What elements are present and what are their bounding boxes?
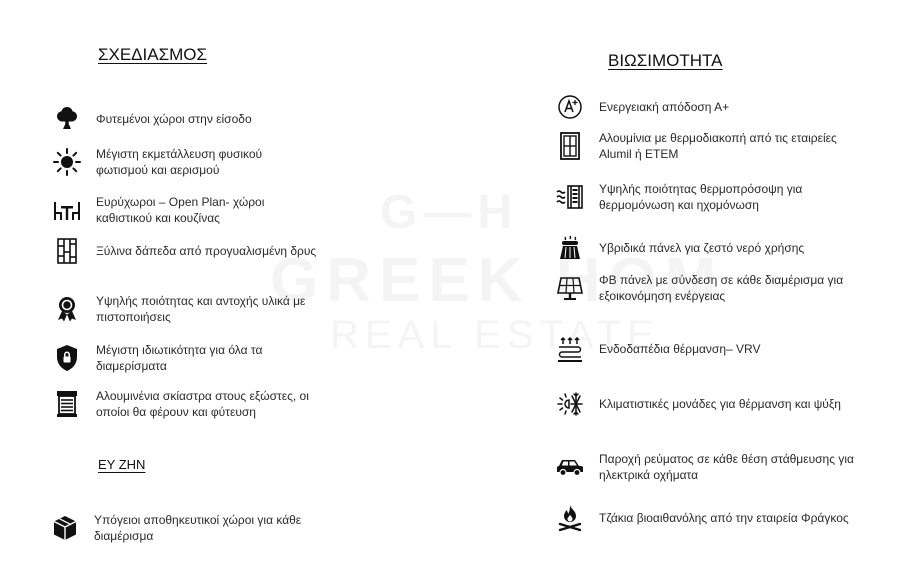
watermark-logo bbox=[380, 185, 518, 240]
sustainability-item-text: Ενδοδαπέδια θέρμανση– VRV bbox=[599, 342, 761, 356]
window-frame-icon bbox=[555, 131, 585, 161]
fireplace-icon bbox=[555, 503, 585, 533]
sustainability-item-aluminium bbox=[555, 130, 855, 162]
privacy-shield-icon bbox=[52, 343, 82, 373]
design-item-text: Ευρύχωροι – Open Plan- χώροι καθιστικού και κουζίνας bbox=[96, 195, 265, 225]
design-item-privacy bbox=[52, 342, 312, 374]
design-item-text: Μέγιστη ιδιωτικότητα για όλα τα διαμερίσματα bbox=[96, 343, 263, 373]
sustainability-item-text: Υβριδικά πάνελ για ζεστό νερό χρήσης bbox=[599, 241, 805, 255]
wellbeing-item-storage bbox=[50, 512, 320, 544]
design-item-text: Φυτεμένοι χώροι στην είσοδο bbox=[96, 112, 252, 126]
sustainability-item-bioethanol-fireplace bbox=[555, 503, 855, 533]
sustainability-item-air-conditioning bbox=[555, 389, 875, 419]
design-heading: ΣΧΕΔΙΑΣΜΟΣ bbox=[98, 45, 208, 64]
hot-cold-icon bbox=[555, 389, 585, 419]
sustainability-item-text: Υψηλής ποιότητας θερμοπρόσοψη για θερμομόνωση και ηχομόνωση bbox=[599, 182, 803, 212]
design-item-planted-entrance bbox=[52, 104, 312, 134]
sustainability-item-ev-charging bbox=[555, 451, 865, 483]
sustainability-item-text: Κλιματιστικές μονάδες για θέρμανση και ψύξη bbox=[599, 397, 841, 411]
sustainability-item-text: Ενεργειακή απόδοση Α+ bbox=[599, 100, 730, 114]
design-item-text: Μέγιστη εκμετάλλευση φυσικού φωτισμού και αερισμού bbox=[96, 147, 263, 177]
sustainability-item-text: Παροχή ρεύματος σε κάθε θέση στάθμευσης για ηλεκτρικά οχήματα bbox=[599, 452, 854, 482]
blinds-icon bbox=[52, 389, 82, 419]
design-item-aluminium-shades bbox=[52, 388, 322, 420]
sustainability-item-text: ΦΒ πάνελ με σύνδεση σε κάθε διαμέρισμα για εξοικονόμηση ενέργειας bbox=[599, 273, 844, 303]
wellbeing-heading: ΕΥ ΖΗΝ bbox=[98, 457, 146, 472]
design-item-quality-materials bbox=[52, 293, 322, 325]
sustainability-item-text: Αλουμίνια με θερμοδιακοπή από τις εταιρείες Alumil ή ETEM bbox=[599, 131, 837, 161]
design-item-text: Υψηλής ποιότητας και αντοχής υλικά με πιστοποιήσεις bbox=[96, 294, 306, 324]
sustainability-item-energy bbox=[555, 92, 855, 122]
sustainability-item-pv-panels bbox=[555, 272, 865, 304]
sustainability-heading: ΒΙΩΣΙΜΟΤΗΤΑ bbox=[608, 51, 723, 70]
tree-icon bbox=[52, 104, 82, 134]
sustainability-item-floor-heating bbox=[555, 334, 855, 364]
design-item-natural-light bbox=[52, 146, 312, 178]
design-item-text: Αλουμινένια σκίαστρα στους εξώστες, οι οποίοι θα φέρουν και φύτευση bbox=[96, 389, 309, 419]
dining-table-icon bbox=[52, 195, 82, 225]
sustainability-item-text: Τζάκια βιοαιθανόλης από την εταιρεία Φράγκος bbox=[599, 511, 849, 525]
design-item-open-plan bbox=[52, 194, 322, 226]
sustainability-item-hybrid-panels bbox=[555, 233, 855, 263]
electric-car-icon bbox=[555, 452, 585, 482]
solar-panel-icon bbox=[555, 273, 585, 303]
sustainability-item-insulation bbox=[555, 181, 855, 213]
design-item-wood-floors bbox=[52, 236, 322, 266]
storage-box-icon bbox=[50, 513, 80, 543]
wood-floor-icon bbox=[52, 236, 82, 266]
floor-heating-icon bbox=[555, 334, 585, 364]
sun-icon bbox=[52, 147, 82, 177]
energy-a-plus-icon bbox=[555, 92, 585, 122]
wellbeing-item-text: Υπόγειοι αποθηκευτικοί χώροι για κάθε διαμέρισμα bbox=[94, 513, 302, 543]
design-item-text: Ξύλινα δάπεδα από προγυαλισμένη δρυς bbox=[96, 244, 317, 258]
facade-insulation-icon bbox=[555, 182, 585, 212]
award-ribbon-icon bbox=[52, 294, 82, 324]
solar-water-heater-icon bbox=[555, 233, 585, 263]
